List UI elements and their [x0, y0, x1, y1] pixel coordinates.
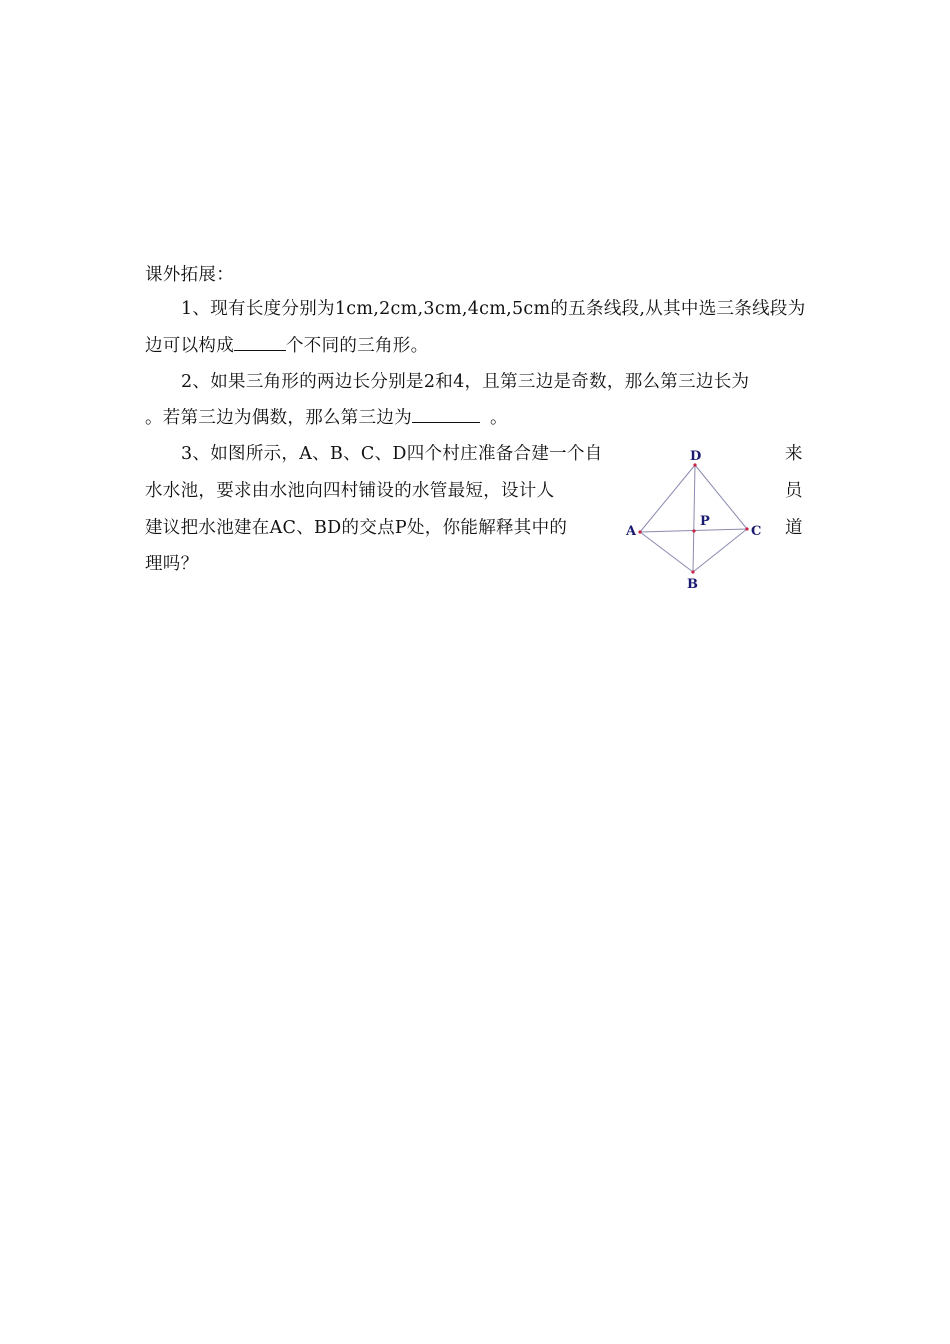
q1-answer-blank[interactable]: [234, 334, 286, 351]
label-p: P: [700, 514, 710, 529]
q1-line1: 1、现有长度分别为1cm,2cm,3cm,4cm,5cm的五条线段,从其中选三条线段为: [181, 299, 806, 319]
q1-line2: [145, 334, 428, 358]
q2-line2-after: 。: [490, 408, 508, 428]
diagram-lines: [640, 465, 747, 572]
q3-line3: 建议把水池建在AC、BD的交点P处，你能解释其中的: [145, 518, 568, 538]
heading: 课外拓展：: [145, 265, 234, 285]
label-c: C: [751, 524, 762, 539]
q1-line2-after: 个不同的三角形。: [286, 336, 429, 356]
q3-side-2: 员: [785, 481, 803, 501]
q3-line4: 理吗？: [145, 554, 199, 574]
q3-line2: 水水池，要求由水池向四村铺设的水管最短，设计人: [145, 481, 555, 501]
segment-da: [640, 465, 695, 532]
segment-cb: [693, 529, 747, 572]
q2-line2: [145, 406, 508, 430]
segment-ab: [640, 532, 693, 572]
q2-line1: 2、如果三角形的两边长分别是2和4，且第三边是奇数，那么第三边长为: [181, 372, 750, 392]
point-p: [692, 529, 695, 532]
segment-bd: [693, 465, 695, 572]
label-b: B: [687, 577, 698, 592]
q1-line2-before: 边可以构成: [145, 336, 234, 356]
label-a: A: [626, 524, 637, 539]
point-a: [638, 530, 641, 533]
label-d: D: [690, 449, 702, 464]
q3-side-1: 来: [785, 444, 803, 464]
point-c: [745, 527, 748, 530]
q3-line1: 3、如图所示，A、B、C、D四个村庄准备合建一个自: [181, 444, 603, 464]
village-diagram: [620, 440, 770, 595]
q3-side-3: 道: [785, 518, 803, 538]
point-b: [691, 570, 694, 573]
q2-line2-before: 。若第三边为偶数，那么第三边为: [145, 408, 412, 428]
q2-answer-blank[interactable]: [412, 406, 480, 423]
